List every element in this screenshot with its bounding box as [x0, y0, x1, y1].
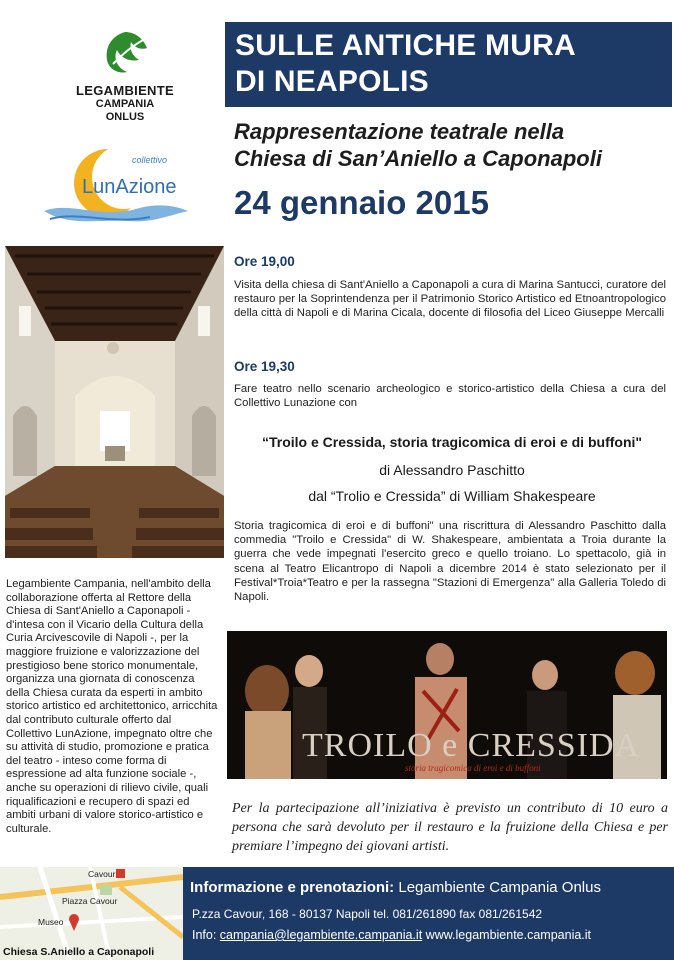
show-source: dal “Trolio e Cressida” di William Shakespeare: [308, 488, 596, 504]
contact-footer: [183, 867, 674, 960]
footer-heading-org: Legambiente Campania Onlus: [394, 879, 601, 896]
location-map: [0, 867, 183, 960]
legambiente-logo: [70, 28, 180, 124]
map-label-piazza-cavour: Piazza Cavour: [62, 896, 118, 906]
time-1900: Ore 19,00: [234, 254, 295, 269]
info-label: Info:: [192, 928, 220, 942]
show-author: di Alessandro Paschitto: [379, 462, 525, 478]
legambiente-leaf-icon: [99, 28, 151, 76]
footer-info: [192, 928, 591, 942]
lunazione-logo: [40, 145, 190, 227]
title-banner: [225, 22, 672, 107]
footer-heading: [190, 879, 601, 896]
footer-address: P.zza Cavour, 168 - 80137 Napoli tel. 081/261890 fax 081/261542: [192, 907, 543, 921]
show-photo: [227, 631, 667, 779]
show-photo-subtitle: storia tragicomica di eroi e di buffoni: [405, 763, 541, 773]
event-title: SULLE ANTICHE MURA DI NEAPOLIS: [235, 29, 576, 98]
show-description: Storia tragicomica di eroi e di buffoni" una riscrittura di Alessandro Paschitto dalla commedia "Troilo e Cressida" di W. Shakespeare, ambientata a Troia durante la guerra che vede impegnati l'esercito greco e quello troiano. Lo spettacolo, già in scena al Teatro Elicantropo di Napoli a dicembre 2014 è stato selezionato per il Festival*Troia*Teatro e per la rassegna "Stazioni di Emergenza" alla Galleria Toledo di Napoli.: [234, 520, 666, 604]
lunazione-name: LunAzione: [82, 176, 177, 198]
legambiente-onlus: ONLUS: [105, 111, 145, 123]
map-caption: Chiesa S.Aniello a Caponapoli: [3, 946, 155, 958]
lunazione-small: collettivo: [132, 155, 168, 165]
show-photo-title: TROILO e CRESSIDA: [302, 727, 641, 764]
visit-description: Visita della chiesa di Sant'Aniello a Caponapoli a cura di Marina Santucci, curatore del restauro per la Soprintendenza per il Patrimonio Storico Artistico ed Etnoantropologico della città di Napoli e di Marina Cicala, docente di filosofia del Liceo Giuseppe Mercalli: [234, 279, 666, 320]
theatre-intro: Fare teatro nello scenario archeologico e storico-artistico della Chiesa a cura del Collettivo Lunazione con: [234, 383, 666, 410]
map-label-cavour: Cavour: [88, 869, 116, 879]
intro-paragraph: Legambiente Campania, nell'ambito della collaborazione offerta al Rettore della Chiesa di Sant'Aniello a Caponapoli - d'intesa con il Vicario della Cultura della Curia Arcivescovile di Napoli -, per la maggiore fruizione e valorizzazione del prestigioso bene storico monumentale, organizza una giornata di conoscenza della Chiesa curata da esperti in ambito storico artistico ed architettonico, arricchita dal contributo culturale offerto dal Collettivo LunAzione, impegnato oltre che su attività di studio, promozione e pratica del teatro - inteso come forma di espressione ad alta funzione sociale -, anche su operazioni di rilievo civile, quali riqualificazioni e recupero di spazi ed ambiti urbani di valore storico-artistico e culturale.: [6, 578, 218, 835]
map-label-museo: Museo: [38, 917, 64, 927]
legambiente-name: LEGAMBIENTE: [76, 83, 174, 98]
show-title: “Troilo e Cressida, storia tragicomica di eroi e di buffoni": [261, 434, 643, 450]
website-link[interactable]: www.legambiente.campania.it: [422, 928, 592, 942]
event-date: 24 gennaio 2015: [234, 184, 489, 221]
email-link[interactable]: campania@legambiente.campania.it: [219, 928, 423, 942]
event-subtitle: Rappresentazione teatrale nella Chiesa di San’Aniello a Caponapoli: [234, 119, 602, 171]
footer-heading-label: Informazione e prenotazioni:: [190, 879, 395, 896]
church-interior-photo: [5, 246, 224, 558]
legambiente-region: CAMPANIA: [95, 98, 155, 110]
participation-note: Per la partecipazione all’iniziativa è previsto un contributo di 10 euro a persona che sarà devoluto per il restauro e la fruizione della Chiesa e per premiare l’impegno dei giovani artisti.: [232, 801, 668, 854]
time-1930: Ore 19,30: [234, 359, 295, 374]
